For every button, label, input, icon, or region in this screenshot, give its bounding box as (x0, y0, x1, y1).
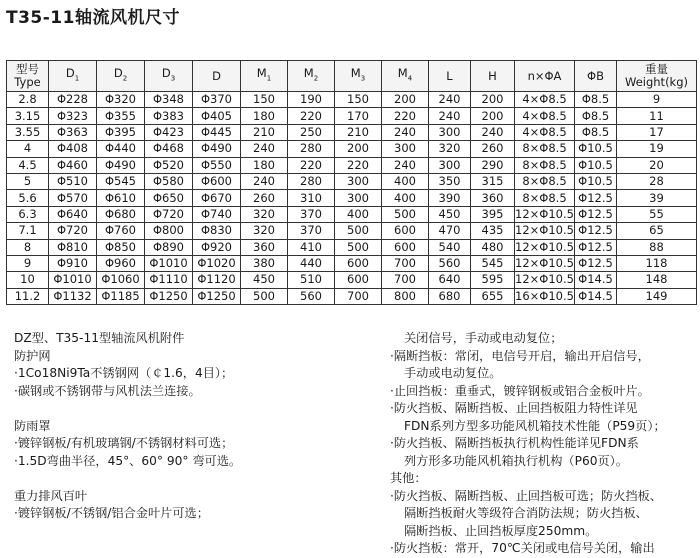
table-cell: Φ850 (97, 239, 145, 255)
table-cell: Φ8.5 (575, 124, 617, 140)
table-cell: 510 (288, 272, 335, 288)
table-cell: 5.6 (7, 190, 49, 206)
column-header-label: D (65, 65, 75, 80)
table-cell: Φ800 (145, 223, 193, 239)
table-cell: Φ610 (97, 190, 145, 206)
table-cell: 28 (617, 173, 697, 189)
table-cell: Φ720 (49, 223, 97, 239)
column-header-index: 1 (74, 74, 80, 83)
table-cell: Φ228 (49, 92, 97, 108)
table-cell: Φ10.5 (575, 157, 617, 173)
table-cell: 450 (241, 272, 288, 288)
table-cell: Φ580 (145, 173, 193, 189)
column-header (49, 61, 97, 92)
note-line: FDN系列方型多功能风机箱技术性能（P59页）； (404, 418, 666, 433)
table-cell: Φ600 (193, 173, 241, 189)
accessories-notes-right (390, 330, 666, 558)
table-cell: Φ920 (193, 239, 241, 255)
table-cell: 380 (241, 255, 288, 271)
table-cell: Φ545 (97, 173, 145, 189)
column-header (429, 61, 471, 92)
table-cell: 12×Φ10.5 (515, 272, 574, 287)
table-cell: Φ1010 (145, 255, 193, 271)
table-cell: Φ570 (49, 190, 97, 206)
table-cell: 655 (471, 288, 515, 304)
table-cell: 220 (288, 157, 335, 173)
table-cell: 480 (471, 239, 515, 255)
table-cell: Φ423 (145, 124, 193, 140)
table-cell: 640 (429, 272, 471, 288)
table-cell: 395 (471, 206, 515, 222)
table-cell: 4×Φ8.5 (515, 108, 575, 124)
note-line: ·1.5D弯曲半径，45°、60° 90° 弯可选。 (14, 453, 242, 468)
table-cell: 150 (241, 92, 288, 108)
table-cell: 39 (617, 190, 697, 206)
table-cell: 390 (429, 190, 471, 206)
table-cell: 400 (335, 206, 382, 222)
spacer (14, 470, 241, 488)
table-cell: 290 (471, 157, 515, 173)
table-cell: 700 (382, 272, 429, 288)
table-cell: 220 (382, 108, 429, 124)
note-line: ·防火挡板、隔断挡板、止回挡板阻力特性详见 (390, 401, 638, 415)
table-cell: 600 (335, 272, 382, 288)
table-cell: Φ490 (193, 141, 241, 157)
note-line: ·隔断挡板：常闭，电信号开启，输出开启信号， (390, 348, 650, 363)
column-header (471, 61, 515, 92)
table-row (7, 173, 697, 189)
table-cell: 280 (288, 141, 335, 157)
table-cell: Φ830 (193, 223, 241, 239)
column-header-label: D (113, 65, 123, 80)
column-header (7, 61, 49, 92)
table-cell: Φ8.5 (575, 108, 617, 124)
table-row (7, 239, 697, 255)
table-cell: 12×Φ10.5 (515, 223, 574, 238)
table-row (7, 141, 697, 157)
table-cell: Φ1132 (49, 288, 97, 304)
table-cell: Φ12.5 (575, 190, 617, 206)
table-row (7, 92, 697, 108)
table-cell: 315 (471, 173, 515, 189)
table-cell: 320 (429, 141, 471, 157)
column-header-label: ΦB (587, 68, 604, 83)
column-header-label: M (350, 65, 361, 80)
table-cell: 148 (617, 272, 697, 288)
table-cell: Φ520 (145, 157, 193, 173)
table-header-row (7, 61, 697, 92)
table-cell: Φ12.5 (575, 255, 617, 271)
table-cell: Φ550 (193, 157, 241, 173)
accessories-notes-left (14, 330, 241, 523)
table-cell: 17 (617, 124, 697, 140)
note-line: ·防火挡板：常开，70℃关闭或电信号关闭，输出 (390, 541, 655, 555)
table-cell: 560 (288, 288, 335, 304)
table-cell: 4.5 (7, 157, 49, 173)
column-header (97, 61, 145, 92)
table-cell: Φ355 (97, 108, 145, 124)
table-cell: Φ910 (49, 255, 97, 271)
table-cell: 540 (429, 239, 471, 255)
table-cell: 260 (471, 141, 515, 157)
table-cell: 88 (617, 239, 697, 255)
table-cell: 10 (7, 272, 49, 288)
table-cell: 240 (382, 124, 429, 140)
table-cell: 8 (7, 239, 49, 255)
column-header-index: 1 (266, 74, 272, 83)
table-cell: 260 (241, 190, 288, 206)
table-cell: Φ510 (49, 173, 97, 189)
table-cell: Φ1250 (145, 288, 193, 304)
table-cell: 3.55 (7, 124, 49, 140)
column-header-label: M (256, 65, 267, 80)
table-cell: Φ670 (193, 190, 241, 206)
table-cell: 240 (471, 124, 515, 140)
column-header (193, 61, 241, 92)
table-cell: 2.8 (7, 92, 49, 108)
table-cell: 600 (382, 223, 429, 239)
table-cell: 8×Φ8.5 (515, 141, 575, 157)
table-row (7, 157, 697, 173)
table-cell: Φ460 (49, 157, 97, 173)
table-cell: Φ383 (145, 108, 193, 124)
table-cell: 435 (471, 223, 515, 239)
table-cell: 680 (429, 288, 471, 304)
table-cell: 400 (382, 190, 429, 206)
table-cell: 320 (241, 223, 288, 239)
table-cell: 149 (617, 288, 697, 304)
table-cell: Φ395 (97, 124, 145, 140)
table-cell: 500 (241, 288, 288, 304)
note-line: ·止回挡板：重垂式，镀锌钢板或铝合金板叶片。 (390, 383, 650, 398)
table-cell: 370 (288, 206, 335, 222)
table-cell: 370 (288, 223, 335, 239)
table-row (7, 255, 697, 271)
column-header-sublabel: Type (14, 75, 41, 89)
column-header-label: L (446, 68, 453, 83)
table-cell: Φ12.5 (575, 239, 617, 255)
table-cell: Φ960 (97, 255, 145, 271)
table-cell: 310 (288, 190, 335, 206)
table-cell: Φ640 (49, 206, 97, 222)
table-cell: 11 (617, 108, 697, 124)
column-header-sublabel: Weight(kg) (625, 75, 688, 89)
column-header-label: H (488, 68, 497, 83)
table-cell: Φ468 (145, 141, 193, 157)
table-cell: 500 (335, 239, 382, 255)
column-header (382, 61, 429, 92)
table-cell: Φ445 (193, 124, 241, 140)
table-cell: 200 (382, 92, 429, 108)
table-cell: 700 (382, 255, 429, 271)
table-cell: Φ323 (49, 108, 97, 124)
table-cell: 6.3 (7, 206, 49, 222)
table-cell: 16×Φ10.5 (515, 288, 574, 303)
column-header (145, 61, 193, 92)
table-cell: Φ370 (193, 92, 241, 108)
table-cell: Φ810 (49, 239, 97, 255)
table-cell: 12×Φ10.5 (515, 239, 574, 254)
table-cell: 9 (617, 92, 697, 108)
column-header-label: M (397, 65, 408, 80)
table-cell: 350 (429, 173, 471, 189)
table-row (7, 272, 697, 288)
table-cell: 500 (382, 206, 429, 222)
table-cell: Φ740 (193, 206, 241, 222)
table-cell: 600 (382, 239, 429, 255)
table-cell: Φ12.5 (575, 223, 617, 239)
table-cell: Φ1110 (145, 272, 193, 288)
table-cell: 55 (617, 206, 697, 222)
column-header-index: 3 (360, 74, 366, 83)
table-cell: 200 (335, 141, 382, 157)
note-line: 其他： (390, 471, 427, 485)
table-cell: 240 (429, 108, 471, 124)
table-cell: 210 (335, 124, 382, 140)
table-cell: 19 (617, 141, 697, 157)
note-line: ·碳钢或不锈钢带与风机法兰连接。 (14, 383, 201, 398)
table-cell: 440 (288, 255, 335, 271)
table-cell: 240 (241, 173, 288, 189)
table-cell: 20 (617, 157, 697, 173)
table-cell: 220 (288, 108, 335, 124)
note-line: 关闭信号，手动或电动复位； (404, 331, 563, 345)
table-cell: 12×Φ10.5 (515, 256, 574, 271)
column-header-label: D (161, 65, 171, 80)
note-line: ·防火挡板、隔断挡板执行机构性能详见FDN系 (390, 436, 639, 450)
table-cell: 8×Φ8.5 (515, 173, 575, 189)
table-cell: 800 (382, 288, 429, 304)
table-cell: 560 (429, 255, 471, 271)
column-header-label: M (303, 65, 314, 80)
page-title: T35-11轴流风机尺寸 (6, 8, 180, 28)
table-cell: Φ720 (145, 206, 193, 222)
column-header (617, 61, 697, 92)
table-cell: 300 (429, 124, 471, 140)
column-header-index: 3 (170, 74, 176, 83)
table-row (7, 206, 697, 222)
table-cell: 3.15 (7, 108, 49, 124)
note-line: DZ型、T35-11型轴流风机附件 (14, 331, 185, 345)
table-row (7, 288, 697, 304)
column-header-label: D (212, 68, 221, 83)
table-cell: 8×Φ8.5 (515, 190, 575, 206)
table-cell: 8×Φ8.5 (515, 157, 575, 173)
table-cell: Φ8.5 (575, 92, 617, 108)
table-cell: Φ10.5 (575, 173, 617, 189)
table-cell: 200 (471, 92, 515, 108)
table-cell: Φ405 (193, 108, 241, 124)
table-cell: Φ760 (97, 223, 145, 239)
note-line: ·1Co18Ni9Ta不锈钢网（￠1.6，4目）； (14, 366, 234, 380)
table-cell: 700 (335, 288, 382, 304)
table-cell: 360 (241, 239, 288, 255)
table-cell: Φ490 (97, 157, 145, 173)
note-line: 防雨罩 (14, 418, 51, 433)
table-cell: 300 (335, 173, 382, 189)
table-cell: Φ14.5 (575, 288, 617, 304)
table-cell: 240 (241, 141, 288, 157)
table-cell: 12×Φ10.5 (515, 206, 574, 221)
table-cell: 200 (471, 108, 515, 124)
table-cell: 595 (471, 272, 515, 288)
note-line: 手动或电动复位。 (404, 366, 502, 380)
table-cell: Φ1060 (97, 272, 145, 288)
column-header-index: 2 (122, 74, 128, 83)
table-cell: 220 (335, 157, 382, 173)
table-cell: 9 (7, 255, 49, 271)
table-cell: 300 (382, 141, 429, 157)
table-cell: 600 (335, 255, 382, 271)
table-cell: Φ408 (49, 141, 97, 157)
table-cell: 500 (335, 223, 382, 239)
fan-dimensions-table (6, 60, 697, 305)
table-cell: Φ14.5 (575, 272, 617, 288)
column-header-label: 重量 (645, 62, 668, 76)
table-cell: 180 (241, 108, 288, 124)
table-cell: Φ890 (145, 239, 193, 255)
column-header (515, 61, 575, 92)
table-cell: Φ348 (145, 92, 193, 108)
table-cell: Φ12.5 (575, 206, 617, 222)
table-cell: 180 (241, 157, 288, 173)
table-cell: 210 (241, 124, 288, 140)
table-cell: Φ1010 (49, 272, 97, 288)
table-cell: Φ1120 (193, 272, 241, 288)
note-line: 列方形多功能风机箱执行机构（P60页）。 (404, 453, 628, 468)
column-header-label: 型号 (16, 62, 39, 76)
table-cell: 450 (429, 206, 471, 222)
table-cell: 7.1 (7, 223, 49, 239)
table-cell: 320 (241, 206, 288, 222)
table-cell: Φ320 (97, 92, 145, 108)
note-line: 防护网 (14, 348, 51, 363)
table-cell: Φ440 (97, 141, 145, 157)
table-cell: Φ650 (145, 190, 193, 206)
table-cell: 470 (429, 223, 471, 239)
table-cell: 250 (288, 124, 335, 140)
table-row (7, 223, 697, 239)
column-header (335, 61, 382, 92)
table-cell: 400 (382, 173, 429, 189)
table-cell: 170 (335, 108, 382, 124)
table-cell: 280 (288, 173, 335, 189)
table-cell: 11.2 (7, 288, 49, 304)
column-header-index: 4 (407, 74, 413, 83)
column-header-index: 2 (313, 74, 319, 83)
table-cell: 4 (7, 141, 49, 157)
table-row (7, 190, 697, 206)
note-line: ·镀锌钢板/有机玻璃钢/不锈钢材料可选； (14, 436, 234, 450)
table-cell: Φ1250 (193, 288, 241, 304)
column-header-label: n×ΦA (527, 68, 562, 83)
table-cell: 300 (335, 190, 382, 206)
table-cell: Φ1020 (193, 255, 241, 271)
table-row (7, 108, 697, 124)
table-cell: 240 (382, 157, 429, 173)
table-cell: Φ10.5 (575, 141, 617, 157)
note-line: ·镀锌钢板/不锈钢/铝合金叶片可选； (14, 506, 209, 520)
table-cell: 150 (335, 92, 382, 108)
note-line: ·防火挡板、隔断挡板、止回挡板可选；防火挡板、 (390, 488, 662, 503)
table-row (7, 124, 697, 140)
table-cell: Φ1185 (97, 288, 145, 304)
table-cell: 4×Φ8.5 (515, 124, 575, 140)
table-cell: 190 (288, 92, 335, 108)
table-cell: 65 (617, 223, 697, 239)
spacer (14, 400, 241, 418)
table-cell: 545 (471, 255, 515, 271)
table-cell: 360 (471, 190, 515, 206)
table-cell: 4×Φ8.5 (515, 92, 575, 108)
column-header (575, 61, 617, 92)
column-header (241, 61, 288, 92)
table-cell: Φ363 (49, 124, 97, 140)
table-cell: Φ680 (97, 206, 145, 222)
column-header (288, 61, 335, 92)
table-cell: 410 (288, 239, 335, 255)
table-cell: 240 (429, 92, 471, 108)
note-line: 重力排风百叶 (14, 488, 88, 503)
note-line: 隔断挡板、止回挡板厚度250mm。 (404, 523, 598, 538)
table-cell: 118 (617, 255, 697, 271)
note-line: 隔断挡板耐火等级符合消防法规；防火挡板、 (404, 506, 648, 520)
table-cell: 5 (7, 173, 49, 189)
table-cell: 300 (429, 157, 471, 173)
